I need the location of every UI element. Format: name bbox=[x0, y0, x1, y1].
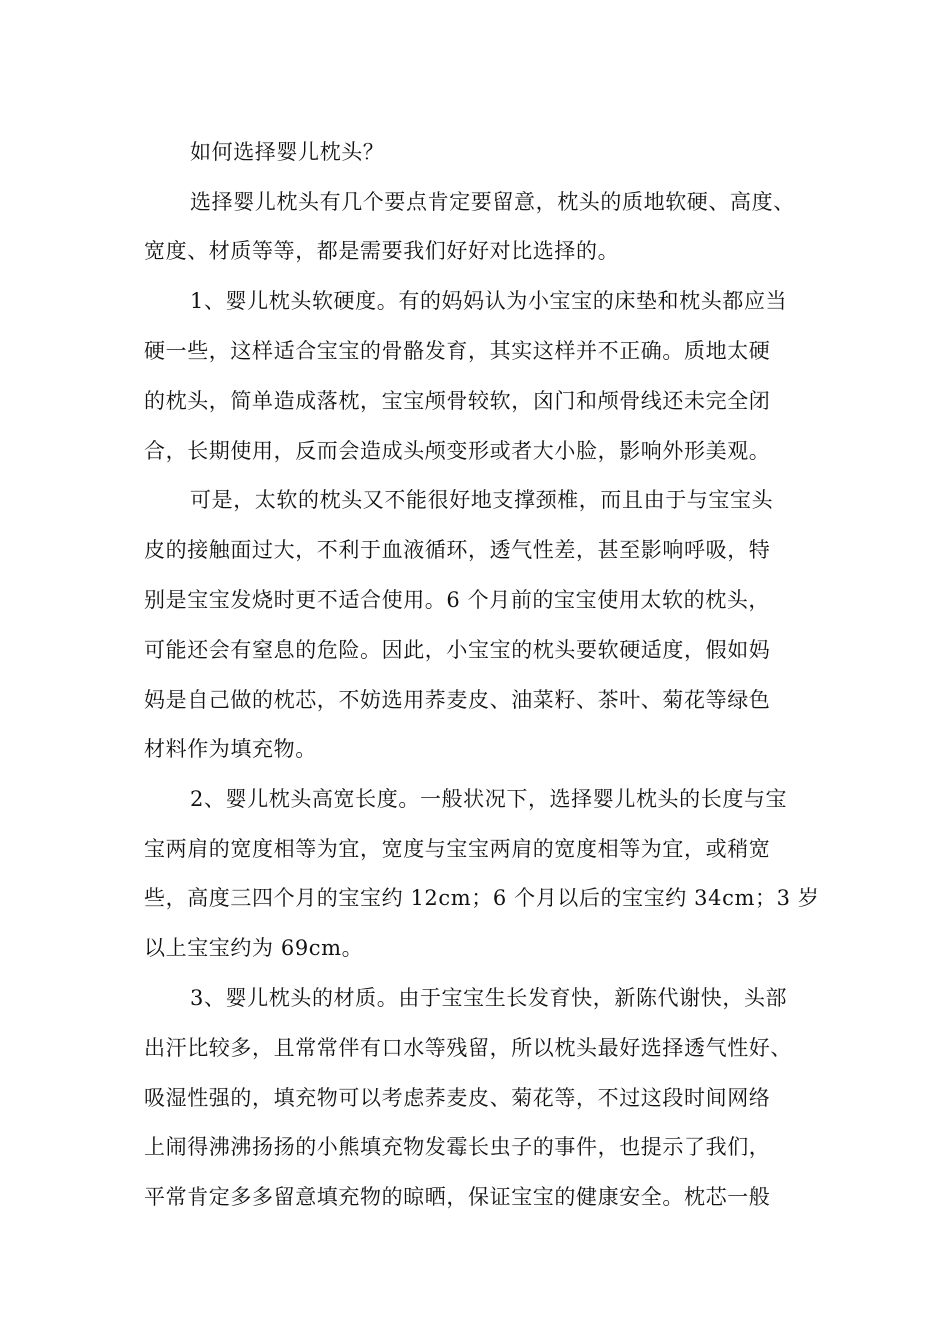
paragraph-5-line-5: 平常肯定多多留意填充物的晾晒，保证宝宝的健康安全。枕芯一般 bbox=[144, 1185, 771, 1209]
paragraph-2-line-3: 的枕头，简单造成落枕，宝宝颅骨较软，囟门和颅骨线还未完全闭 bbox=[144, 389, 771, 413]
paragraph-5-line-3: 吸湿性强的，填充物可以考虑荞麦皮、菊花等，不过这段时间网络 bbox=[144, 1086, 771, 1110]
paragraph-2-line-1: 1、婴儿枕头软硬度。有的妈妈认为小宝宝的床垫和枕头都应当 bbox=[190, 289, 788, 313]
paragraph-5-line-1: 3、婴儿枕头的材质。由于宝宝生长发育快，新陈代谢快，头部 bbox=[190, 986, 788, 1010]
paragraph-4-line-3: 些，高度三四个月的宝宝约 12cm；6 个月以后的宝宝约 34cm；3 岁 bbox=[144, 886, 820, 910]
paragraph-5-line-4: 上闹得沸沸扬扬的小熊填充物发霉长虫子的事件，也提示了我们， bbox=[144, 1135, 771, 1159]
paragraph-5-line-2: 出汗比较多，且常常伴有口水等残留，所以枕头最好选择透气性好、 bbox=[144, 1036, 792, 1060]
paragraph-4-line-1: 2、婴儿枕头高宽长度。一般状况下，选择婴儿枕头的长度与宝 bbox=[190, 787, 788, 811]
paragraph-3-line-5: 妈是自己做的枕芯，不妨选用荞麦皮、油菜籽、茶叶、菊花等绿色 bbox=[144, 688, 771, 712]
paragraph-1-line-1: 选择婴儿枕头有几个要点肯定要留意，枕头的质地软硬、高度、 bbox=[190, 190, 795, 214]
paragraph-4-line-2: 宝两肩的宽度相等为宜，宽度与宝宝两肩的宽度相等为宜，或稍宽 bbox=[144, 837, 771, 861]
paragraph-3-line-1: 可是，太软的枕头又不能很好地支撑颈椎，而且由于与宝宝头 bbox=[190, 488, 774, 512]
paragraph-3-line-3: 别是宝宝发烧时更不适合使用。6 个月前的宝宝使用太软的枕头， bbox=[144, 588, 771, 612]
paragraph-3-line-4: 可能还会有窒息的危险。因此，小宝宝的枕头要软硬适度，假如妈 bbox=[144, 638, 771, 662]
paragraph-2-line-2: 硬一些，这样适合宝宝的骨骼发育，其实这样并不正确。质地太硬 bbox=[144, 339, 771, 363]
paragraph-4-line-4: 以上宝宝约为 69cm。 bbox=[144, 936, 364, 960]
document-title: 如何选择婴儿枕头？ bbox=[190, 140, 385, 164]
paragraph-3-line-2: 皮的接触面过大，不利于血液循环，透气性差，甚至影响呼吸，特 bbox=[144, 538, 771, 562]
paragraph-2-line-4: 合，长期使用，反而会造成头颅变形或者大小脸，影响外形美观。 bbox=[144, 439, 771, 463]
paragraph-3-line-6: 材料作为填充物。 bbox=[144, 737, 317, 761]
paragraph-1-line-2: 宽度、材质等等，都是需要我们好好对比选择的。 bbox=[144, 239, 620, 263]
